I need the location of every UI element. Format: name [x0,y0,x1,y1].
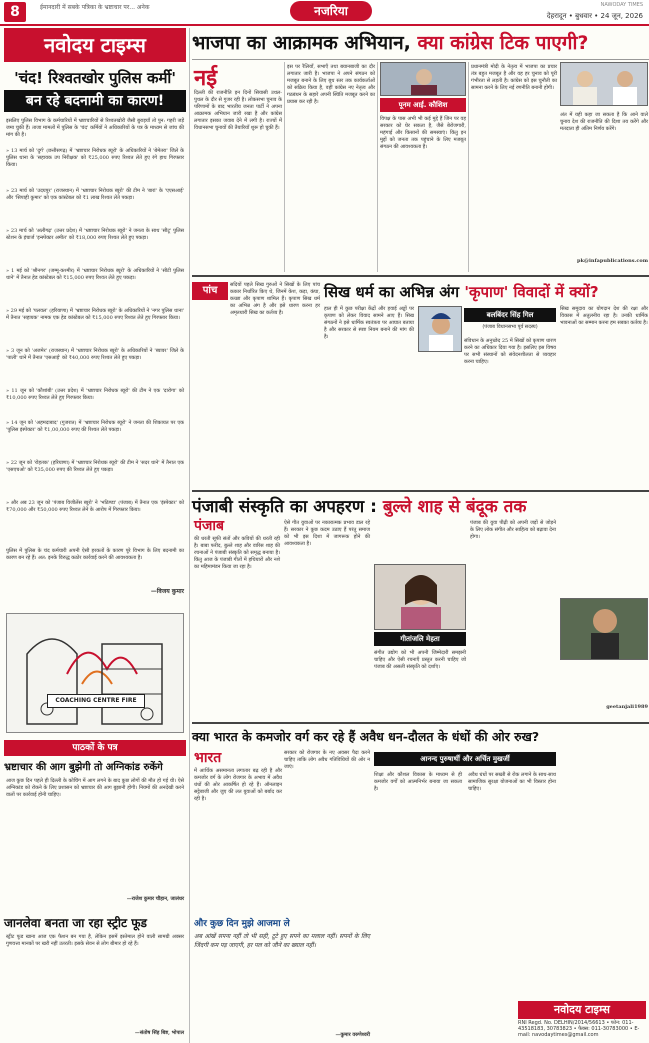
article-text: पंजाब की युवा पीढ़ी को अपनी जड़ों से जोड़ने के लिए लोक संगीत और साहित्य को बढ़ावा देना होगा। [470,520,556,540]
header-note: ईमानदारी में सबके पत्रिका के भ्रष्टाचार पर... अनेक [40,4,150,11]
letter-body: स्ट्रीट फूड खाना आज एक फैशन बन गया है, लेकिन इसमें इस्तेमाल होने वाली सामग्री अक्सर गुणवत्ता मानकों पर खरी नहीं उतरती। इसके सेवन से लोग बीमार हो रहे हैं। [6,934,184,947]
editorial-item: » और अब 23 जून को 'पंजाब विजीलेंस ब्यूरो' ने 'भठिण्डा' (पंजाब) में तैनात एक 'इंस्पेक्टर' को ₹70,000 और ₹50,000 रुपए रिश्वत लेने के आरोप में गिरफ्तार किया। [6,500,184,513]
article-text: में आर्थिक असमानता लगातार बढ़ रही है और कमजोर वर्ग के लोग रोजगार के अभाव में अवैध धंधों की ओर आकर्षित हो रहे हैं। ऑनलाइन सट्टेबाजी और जुए की लत युवाओं को बर्बाद कर रही है। [194,768,282,802]
editorial-item: » 22 जून को 'रोहतक' (हरियाणा) में 'भ्रष्टाचार निरोधक ब्यूरो' की टीम ने 'सदर थाने' में तैनात एक 'एसएचओ' को ₹35,000 रुपए की रिश्वत लेते हुए पकड़ा। [6,460,184,473]
article-text: प्रधानमंत्री मोदी के नेतृत्व में भाजपा का प्रचार तंत्र बहुत मजबूत है और वह हर चुनाव को पूरी गंभीरता से लड़ती है। कांग्रेस को इस चुनौती का सामना करने के लिए नई रणनीति बनानी होगी। [471,64,557,91]
headline-highlight: बुल्ले शाह से बंदूक तक [382,497,527,517]
article-text: अवैध धंधों पर सख्ती से रोक लगाने के साथ-साथ सामाजिक सुरक्षा योजनाओं का भी विस्तार होना चाहिए। [468,772,556,792]
letters-heading: पाठकों के पत्र [4,740,186,756]
editorial-signature: —विजय कुमार [150,588,184,595]
editorial-item: » 14 जून को 'अहमदाबाद' (गुजरात) में 'भ्रष्टाचार निरोधक ब्यूरो' ने जनता की शिकायत पर एक 'पुलिस इंस्पेक्टर' को ₹1,00,000 रुपए की रिश्वत लेते पकड़ा। [6,420,184,433]
masthead: नवोदय टाइम्स [4,28,186,62]
article-text: शिक्षा और कौशल विकास के माध्यम से ही कमजोर वर्गों को आत्मनिर्भर बनाया जा सकता है। [374,772,462,792]
poem-signature: —कुमार वरुणेश्वरी [335,1032,370,1038]
header-brand: NAWODAY TIMES [600,2,643,8]
author-email: pk@infapublications.com [576,258,648,264]
author-name: गीतांजलि मेहता [374,632,466,646]
editorial-item: » 23 मार्च को 'अलीगढ़' (उत्तर प्रदेश) में 'भ्रष्टाचार निरोधक ब्यूरो' ने जनता के साथ 'सीटू' पुलिस स्टेशन के इंचार्ज 'इन्स्पेक्टर अमीत' को ₹18,000 रुपए रिश्वत लेते हुए पकड़ा। [6,228,184,241]
article-text: सरकार को रोजगार के नए अवसर पैदा करने चाहिए ताकि लोग अवैध गतिविधियों की ओर न जाएं। [284,750,370,770]
page-number: 8 [4,2,26,22]
author-photo-drawing [419,307,462,352]
author-email: geetanjali1989 [606,704,648,710]
author-name: बलबिंदर सिंह गिल [464,308,556,322]
article-text: सदियों पहले सिख गुरुओं ने सिखों के लिए पांच ककार निर्धारित किए थे, जिनमें केश, कड़ा, कंघा, कच्छा और कृपाण शामिल हैं। कृपाण सिख धर्म का अभिन्न अंग है और इसे धारण करना हर अमृतधारी सिख का कर्तव्य है। [230,282,320,316]
cartoon-illustration [6,613,184,733]
letter-signature: —राजेश कुमार चौहान, जालंधर [126,896,184,902]
editorial-headline: 'चंद! रिश्वतखोर पुलिस कर्मी' [14,69,176,87]
divider [192,490,649,492]
author-photo-drawing [381,63,466,96]
article-headline: क्या भारत के कमजोर वर्ग कर रहे हैं अवैध धन-दौलत के धंधों की ओर रुख? [192,729,540,744]
drop-cap: भारत [194,750,222,766]
news-photo-drawing [561,63,648,106]
article-text: सिख समुदाय का योगदान देश की रक्षा और विकास में अतुलनीय रहा है। उनकी धार्मिक भावनाओं का सम्मान करना हम सबका कर्तव्य है। [560,306,648,326]
editorial-intro: इसलिए पुलिस विभाग के कर्मचारियों में भ्रष्टाचारियों से रिश्वतखोरी जैसी बुराइयाँ तो पुन: गहरी जड़ें जमा चुकी हैं। ताजा मामलों में पुलिस के 'चंद' कर्मियों ने अधिकारियों के पत्र के माध्यम से जांच की मांग की है। [6,118,184,138]
letter-title: भ्रष्टाचार की आग बुझेगी तो अग्निकांड रुकेंगे [4,762,163,773]
letter-title: जानलेवा बनता जा रहा स्ट्रीट फूड [4,916,147,930]
column-rule [284,62,285,272]
author-photo-drawing [375,565,466,630]
article-text: संगीत उद्योग को भी अपनी जिम्मेदारी समझनी चाहिए और ऐसी रचनाएँ प्रस्तुत करनी चाहिए जो पंजाब की असली संस्कृति को दर्शाएं। [374,650,466,670]
news-photo-drawing [561,599,648,660]
editorial-item: » 29 मई को 'पलवल' (हरियाणा) में 'भ्रष्टाचार निरोधक ब्यूरो' के अधिकारियों ने 'नगर पुलिस थाना' में तैनात 'सहायक' नामक एक हेड कांस्टेबल को ₹15,000 रुपए रिश्वत लेते हुए गिरफ्तार किया। [6,308,184,321]
headline-highlight: 'कृपाण' विवादों में क्यों? [464,283,599,301]
column-rule [377,62,378,272]
article-text: इस पर रैलियाँ, सभाएँ तथा बयानबाजी का दौर लगातार जारी है। भाजपा ने अपने संगठन को मजबूत बनाने के लिए बूथ स्तर तक कार्यकर्ताओं को सक्रिय किया है, वहीं कांग्रेस नए नेतृत्व और गठबंधन के सहारे अपनी स्थिति मजबूत करने का प्रयास कर रही है। [287,64,375,105]
article-text: हाल ही में कुछ परीक्षा केंद्रों और हवाई अड्डों पर कृपाण को लेकर विवाद सामने आए हैं। सिख संगठनों ने इसे धार्मिक स्वतंत्रता पर आघात बताया है और सरकार से स्पष्ट नियम बनाने की मांग की है। [324,306,414,340]
editorial-item: » 13 मार्च को 'दुर्ग' (छत्तीसगढ़) में 'भ्रष्टाचार निरोधक ब्यूरो' के अधिकारियों ने 'बेमेतरा' जिले के पुलिस थाना के 'सहायक उप निरीक्षक' को ₹25,000 रुपए रिश्वत लेते हुए रंगे हाथ गिरफ्तार किया। [6,148,184,168]
letter-body: आज कुछ दिन पहले ही दिल्ली के कोचिंग में आग लगने के बाद कुछ लोगों की मौत हो गई थी। ऐसे अग्निकांड को रोकने के लिए प्रशासन को भ्रष्टाचार की आग बुझानी होगी। नियमों की अनदेखी करने वालों पर कार्रवाई होनी चाहिए। [6,778,184,798]
article-headline [192,494,649,517]
author-name: पूनम आई. कौशिश [380,98,466,112]
column-rule [468,62,469,272]
footer-masthead: नवोदय टाइम्स [518,1001,646,1019]
article-text: की धरती सूफी संतों और कवियों की धरती रही है। बाबा फरीद, बुल्ले शाह और वारिस शाह की रचनाओं ने पंजाबी संस्कृति को समृद्ध बनाया है। किंतु आज के पंजाबी गीतों में हथियारों और नशे का महिमामंडन किया जा रहा है। [194,536,280,570]
article-text: विपक्ष के पास अभी भी कई मुद्दे हैं जिन पर वह सरकार को घेर सकता है, जैसे बेरोजगारी, महंगाई और किसानों की समस्याएं। किंतु इन मुद्दों को जनता तक पहुंचाने के लिए मजबूत संगठन की आवश्यकता है। [380,116,466,150]
article-headline [192,28,649,58]
headline-text: भाजपा का आक्रामक अभियान, [192,32,411,54]
news-photo [560,62,648,106]
poem-body: अब आंखें सपना नहीं तो भी सही, टूटे हुए सपने का मलाल नहीं। सपनों के लिए जिंदगी कम पड़ जाएगी, हर पल को जीने का ख्याल नहीं। [194,933,370,949]
footer-info: RNI Regd. No. DELHIN/2014/56613 • फोन: 011-43518183, 30783823 • फैक्स: 011-30783000 • E-mail: navodaytimes@gmail.com [518,1020,640,1038]
date-line: देहरादून • बुधवार • 24 जून, 2026 [546,12,643,20]
editorial-item: » 1 मई को 'श्रीनगर' (जम्मू-कश्मीर) में 'भ्रष्टाचार निरोधक ब्यूरो' के अधिकारियों ने 'सीटी पुलिस थाने' में तैनात हेड कांस्टेबल को ₹15,000 रुपए रिश्वत लेते हुए पकड़ा। [6,268,184,281]
divider [192,59,649,60]
divider [192,275,649,277]
editorial-item: » 23 मार्च को 'उदयपुर' (राजस्थान) में 'भ्रष्टाचार निरोधक ब्यूरो' की टीम ने 'बारां' के 'एएसआई' और 'सिपाही कुमार' को एक कांस्टेबल को ₹1 लाख रिश्वत लेते पकड़ा। [6,188,184,201]
author-photo [418,306,462,352]
editorial-item: » 3 जून को 'अजमेर' (राजस्थान) में 'भ्रष्टाचार निरोधक ब्यूरो' के अधिकारियों ने 'ब्यावर' जिले के 'पाली' थाने में तैनात 'एसआई' को ₹40,000 रुपए रिश्वत लेते हुए पकड़ा। [6,348,184,361]
author-designation: (पंजाब विधानसभा पूर्व सदस्य) [482,324,538,330]
author-name: आनन्द पुरुषार्थी और अर्चित मुखर्जी [374,752,556,766]
headline-text: सिख धर्म का अभिन्न अंग [324,283,465,301]
poem-title: और कुछ दिन मुझे आजमा ले [194,919,290,929]
article-text: अंत में यही कहा जा सकता है कि आने वाले चुनाव देश की राजनीति की दिशा तय करेंगे और मतदाता ही अंतिम निर्णय करेंगे। [560,112,648,132]
article-text: संविधान के अनुच्छेद 25 में सिखों को कृपाण धारण करने का अधिकार दिया गया है। इसलिए इस विषय पर सभी संस्थानों को संवेदनशीलता से व्यवहार करना चाहिए। [464,338,556,365]
letter-signature: —संतोष सिंह बिष्ट, भोपाल [134,1030,184,1036]
cartoon-sign: COACHING CENTRE FIRE [47,694,145,708]
drop-cap: पांच [192,282,228,300]
section-name: नजरिया [290,1,372,21]
news-photo [560,598,648,660]
article-text: दिल्ली की राजनीति इन दिनों सियासी उथल-पुथल के दौर से गुजर रही है। लोकसभा चुनाव के परिणामों के बाद भारतीय जनता पार्टी ने अपना आक्रामक अभियान जारी रखा है और कांग्रेस लगातार इसका जवाब देने में लगी है। राज्यों में विधानसभा चुनावों की तैयारियाँ शुरू हो चुकी हैं। [194,90,282,131]
editorial-column [0,28,190,1043]
author-photo [374,564,466,630]
page-header [0,0,649,26]
editorial-item: » 11 जून को 'कौशांबी' (उत्तर प्रदेश) में 'भ्रष्टाचार निरोधक ब्यूरो' की टीम ने एक 'दारोगा' को ₹10,000 रुपए रिश्वत लेते हुए गिरफ्तार किया। [6,388,184,401]
editorial-subheadline: बन रहे बदनामी का कारण! [4,90,186,112]
divider [192,722,649,724]
author-photo [380,62,466,96]
article-headline [324,282,649,302]
article-text: ऐसे गीत युवाओं पर नकारात्मक प्रभाव डाल रहे हैं। सरकार ने कुछ कदम उठाए हैं परंतु समाज को भी इस दिशा में जागरूक होने की आवश्यकता है। [284,520,370,547]
cartoon-drawing [7,614,184,733]
headline-highlight: क्या कांग्रेस टिक पाएगी? [410,32,589,54]
headline-text: पंजाबी संस्कृति का अपहरण : [192,497,383,517]
drop-cap: पंजाब [194,518,224,534]
drop-cap: नई [194,66,218,91]
editorial-closing: पुलिस में पुलिस के चंद कर्मचारी अपनी ऐसी हरकतों के कारण पूरे विभाग के लिए बदनामी का कारण बन रहे हैं। अत: इनके विरुद्ध कठोर कार्रवाई करने की आवश्यकता है। [6,548,184,561]
